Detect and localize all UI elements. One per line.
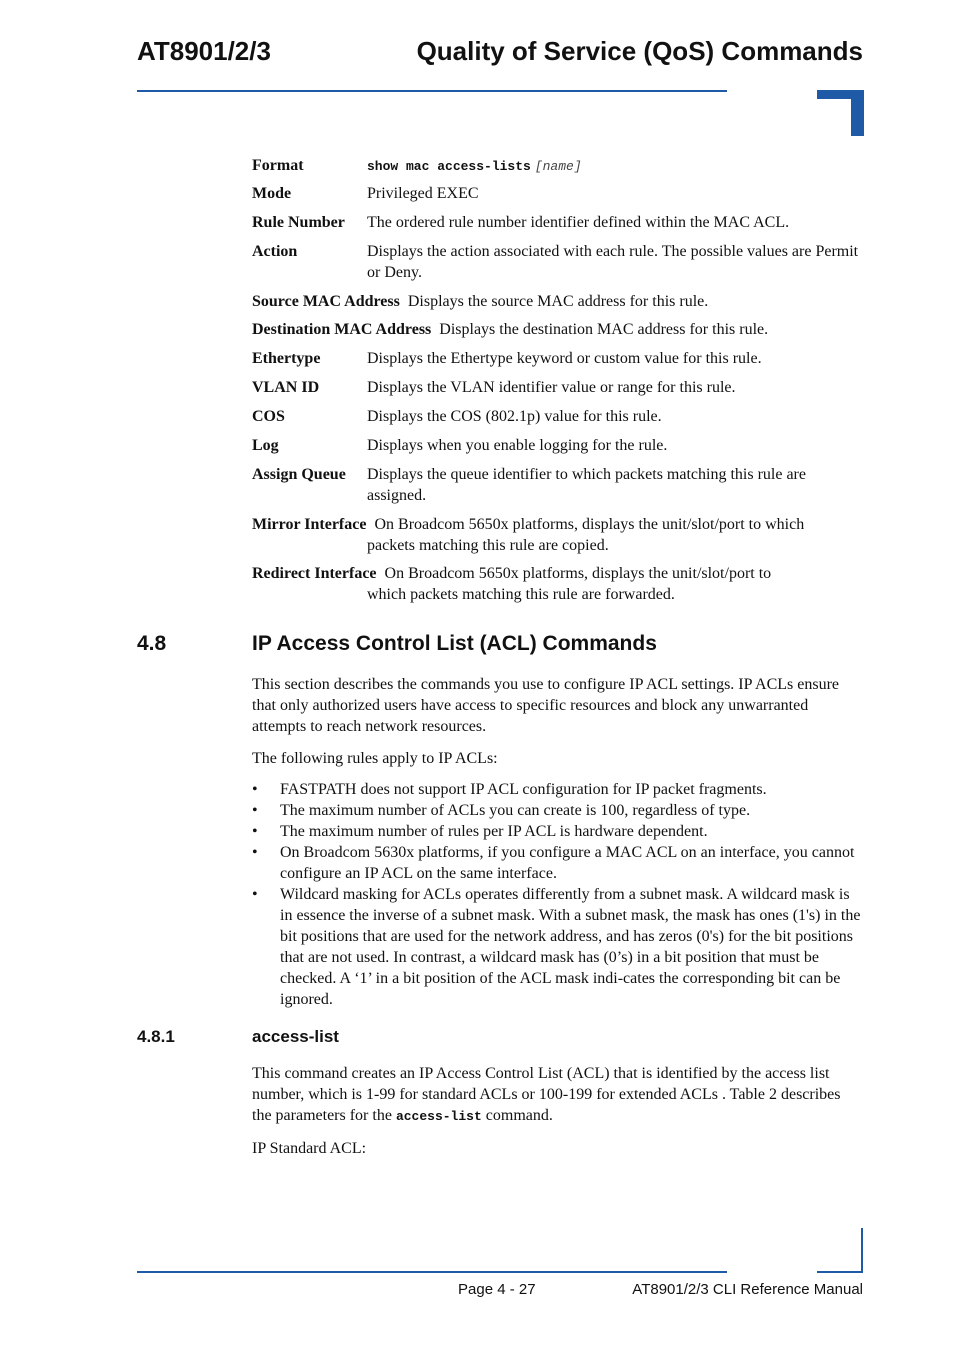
def-term: Format (252, 157, 304, 174)
def-term: Assign Queue (252, 466, 346, 483)
list-item: • FASTPATH does not support IP ACL configuration for IP packet fragments. (252, 781, 767, 798)
def-desc: Displays the action associated with each rule. The possible values are Permit or Deny. (367, 243, 859, 281)
def-desc: Displays the Ethertype keyword or custom value for this rule. (367, 350, 762, 367)
corner-mark-top-vertical (851, 90, 864, 136)
def-term: Log (252, 437, 279, 454)
def-destination-mac (252, 319, 864, 340)
header-chapter-title: Quality of Service (QoS) Commands (416, 36, 863, 66)
bullet-glyph: • (252, 886, 258, 903)
page-number: Page 4 - 27 (458, 1281, 536, 1298)
subsection-number: 4.8.1 (137, 1027, 175, 1046)
bullet-glyph: • (252, 802, 258, 819)
def-redirect-interface (252, 563, 864, 605)
footer-rule (137, 1271, 727, 1273)
def-desc: On Broadcom 5650x platforms, displays the unit/slot/port to which (374, 516, 805, 533)
def-term: Source MAC Address (252, 293, 400, 310)
def-source-mac (252, 291, 864, 312)
def-term: VLAN ID (252, 379, 320, 396)
def-term: Mode (252, 185, 292, 202)
def-term: Destination MAC Address (252, 321, 432, 338)
def-desc: Displays the COS (802.1p) value for this rule. (367, 408, 662, 425)
list-item: • Wildcard masking for ACLs operates differently from a subnet mask. A wildcard mask is in essence the inverse of a subnet mask. With a subnet mask, the mask has ones (1's) in the bit positions that are used for the network address, and has zeros (0's) for the bit positions that are not used. In contrast, a wildcard mask has (0’s) in a bit position that must be checked. A ‘1’ in a bit position of the ACL mask indi-cates the corresponding bit can be ignored. (252, 886, 861, 1008)
header-rule (137, 90, 727, 92)
corner-mark-bottom (861, 1228, 863, 1273)
inline-command: access-list (395, 1109, 482, 1124)
def-desc: Displays the queue identifier to which packets matching this rule are assigned. (367, 466, 806, 504)
def-desc: The ordered rule number identifier defined within the MAC ACL. (367, 214, 790, 231)
section-intro: This section describes the commands you use to configure IP ACL settings. IP ACLs ensure that only authorized users have access to specific resources and block any unwarranted attempts to reach network resources. (252, 676, 840, 735)
access-list-description: This command creates an IP Access Control List (ACL) that is identified by the access list number, which is 1-99 for standard ACLs or 100-199 for extended ACLs . Table 2 describes the parameters for the access-list command. (252, 1065, 841, 1124)
def-desc: Privileged EXEC (367, 185, 479, 202)
format-argument: [name] (534, 159, 582, 174)
def-desc: Displays the VLAN identifier value or range for this rule. (367, 379, 736, 396)
format-command: show mac access-lists (367, 159, 531, 174)
def-desc: Displays when you enable logging for the rule. (367, 437, 668, 454)
list-item: • The maximum number of ACLs you can create is 100, regardless of type. (252, 802, 751, 819)
manual-title: AT8901/2/3 CLI Reference Manual (632, 1281, 863, 1298)
def-term: COS (252, 408, 285, 425)
def-desc: Displays the destination MAC address for this rule. (439, 321, 769, 338)
ip-standard-acl-label: IP Standard ACL: (252, 1140, 367, 1157)
section-number: 4.8 (137, 632, 167, 655)
list-item: • The maximum number of rules per IP ACL is hardware dependent. (252, 823, 708, 840)
def-term: Mirror Interface (252, 516, 367, 533)
def-desc: On Broadcom 5650x platforms, displays the unit/slot/port to (384, 565, 772, 582)
rules-list (252, 779, 864, 1010)
def-mirror-interface (252, 514, 864, 556)
subsection-title: access-list (252, 1027, 339, 1046)
list-item: • On Broadcom 5630x platforms, if you configure a MAC ACL on an interface, you cannot configure an IP ACL on the same interface. (252, 844, 855, 882)
def-desc: Displays the source MAC address for this rule. (407, 293, 709, 310)
corner-mark-bottom-horizontal (817, 1271, 863, 1273)
rules-lead: The following rules apply to IP ACLs: (252, 750, 498, 767)
def-term: Redirect Interface (252, 565, 377, 582)
def-term: Ethertype (252, 350, 321, 367)
bullet-glyph: • (252, 823, 258, 840)
bullet-glyph: • (252, 781, 258, 798)
header-product: AT8901/2/3 (137, 36, 271, 66)
bullet-glyph: • (252, 844, 258, 861)
def-desc-continued: which packets matching this rule are forwarded. (367, 586, 675, 603)
def-term: Action (252, 243, 298, 260)
def-term: Rule Number (252, 214, 345, 231)
def-desc (367, 155, 867, 177)
def-desc-continued: packets matching this rule are copied. (367, 537, 609, 554)
section-title: IP Access Control List (ACL) Commands (252, 632, 657, 655)
